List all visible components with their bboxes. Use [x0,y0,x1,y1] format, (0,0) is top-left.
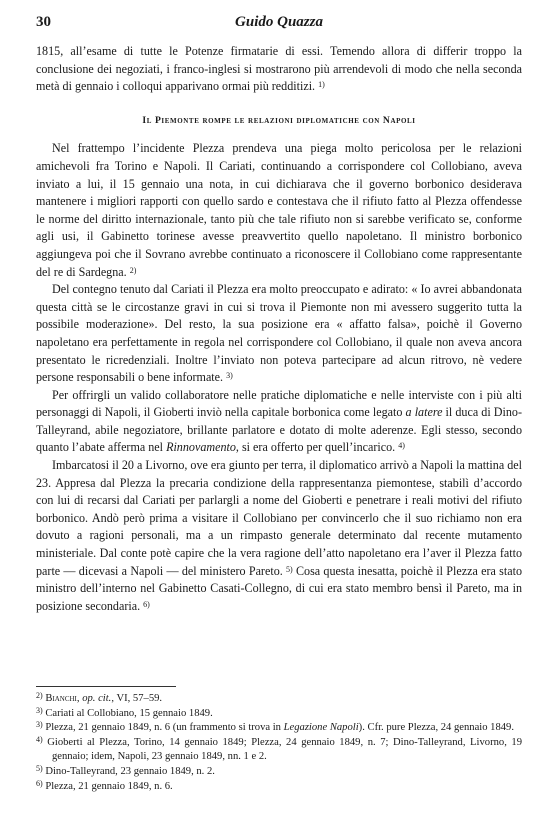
author-name: Bianchi [45,693,77,704]
footnote-marker: 3) [226,371,233,381]
footnote-marker: 6) [143,599,150,609]
text-run: Nel frattempo l’incidente Plezza prendeva una piega molto pericolosa per le relazioni amichevoli fra Torino e Napoli. Il Cariati, continuando a corrispondere col Collobiano, aveva inviato a lui, il 15 gennaio una nota, in cui dichiarava che il governo borbonico desiderava mantenere i migliori rapporti con quello sardo e contestava che il rifiuto fatto al Plezza offendesse le norme del diritto internazionale, tanto più che tale rifiuto non si sarebbe verificato se, conforme agli usi, il Gabinetto torinese avesse preavvertito quello napoletano. Il ministro borbonico aggiungeva poi che il Sovrano avrebbe continuato a riconoscere il Collobiano come rappresentante del re di Sardegna. [36,141,522,279]
text-run: Del contegno tenuto dal Cariati il Plezza era molto preoccupato e adirato: « Io avrei abbandonata questa città se le circostanze gravi in cui si trova il Piemonte non mi avessero suggerito tutta la possibile moderazione». Del resto, la sua posizione era « affatto falsa», poichè il Governo napoletano era perfettamente in regola nel corrispondere col Collobiano, il quale non aveva ancora presentato le ricredenziali. Inoltre l’inviato non poteva partecipare ad alcun ritrovo, nè vedere persone responsabili o bene informate. [36,282,522,385]
text-run: Dino-Talleyrand, 23 gennaio 1849, n. 2. [42,765,215,777]
text-run: Gioberti al Plezza, Torino, 14 gennaio 1849; Plezza, 24 gennaio 1849, n. 7; Dino-Talleyrand, Livorno, 19 gennaio; idem, Napoli, 23 gennaio 1849, nn. 1 e 2. [42,736,522,763]
footnote-marker: 2) [36,691,43,700]
text-run: , [76,693,83,704]
body-paragraph [36,387,522,457]
text-run: 1815, all’esame di tutte le Potenze firmatarie di essi. Temendo allora di differir troppo la conclusione dei negoziati, i franco-inglesi si mostrarono più arrendevoli di modo che nella seconda metà di gennaio i colloqui apparivano ormai più redditizi. [36,44,522,94]
footnote [36,765,522,780]
footnote-marker: 5) [36,763,43,773]
italic-text: a latere [405,405,443,420]
footnote-marker: 2) [129,265,137,275]
body-paragraph [36,457,522,615]
footnote-marker: 4) [36,734,43,744]
text-run: Per offrirgli un valido collaboratore nelle pratiche diplomatiche e nelle interviste con i più alti personaggi di Napoli, il Gioberti inviò nella capitale borbonica come legato [36,387,522,420]
page-header [36,14,522,36]
text-run: il duca di Dino-Talleyrand, abile negoziatore, brillante parlatore e dotato di molte aderenze. Egli stesso, secondo quanto l’abate afferma nel [36,405,523,455]
footnote [36,692,522,707]
footnote [36,780,522,795]
footnote [36,736,522,765]
footnote-rule [36,686,176,687]
text-run: Cosa questa inesatta, poichè il Plezza era stato ministro dell’interno nel Gabinetto Casati-Collegno, di cui era stato membro bensì il Pareto, ma in posizione secondaria. [36,563,522,613]
running-head: Guido Quazza [235,14,323,30]
text-run: Cariati al Collobiano, 15 gennaio 1849. [42,707,213,719]
footnote [36,707,522,722]
text-run: Plezza, 21 gennaio 1849, n. 6 (un frammento si trova in [42,722,284,734]
footnote-marker: 1) [318,80,325,90]
footnote-marker: 4) [398,441,405,451]
italic-text: Legazione Napoli [283,722,359,734]
footnote-marker: 6) [36,778,43,788]
italic-text: Rinnovamento [166,440,236,455]
text-run: Plezza, 21 gennaio 1849, n. 6. [42,780,173,792]
footnote [36,721,522,736]
opening-paragraph [36,43,522,96]
text-run: Imbarcatosi il 20 a Livorno, ove era giunto per terra, il diplomatico arrivò a Napoli la mattina del 23. Appresa dal Plezza la precaria condizione della rappresentanza piemontese, stabilì d’accordo con lui di recarsi dal Cariati per parlargli a nome del Gioberti e penetrare i reali motivi del rifiuto borbonico. Andò però prima a visitare il Collobiano per convincerlo che il suo richiamo non era dovuto a ragioni personali, ma a un rimpasto generale determinato dal recente mutamento ministeriale. Dal conte potè capire che la vera ragione dell’atto napoletano era l’aver il Plezza fatto parte — dicevasi a Napoli — del ministero Pareto. [36,458,522,578]
footnotes [36,692,522,794]
page-number: 30 [36,14,51,30]
section-heading: Il Piemonte rompe le relazioni diplomatiche con Napoli [142,114,416,126]
main-text [36,43,522,615]
italic-text: op. cit. [82,693,112,704]
footnote-marker: 3) [36,705,43,715]
body-paragraph [36,281,522,387]
footnote-marker: 3) [36,720,43,730]
body-paragraph [36,140,522,281]
text-run: ). Cfr. pure Plezza, 24 gennaio 1849. [358,722,515,734]
text-run: , si era offerto per quell’incarico. [235,440,399,455]
footnote-marker: 5) [286,564,293,574]
text-run: , VI, 57–59. [111,693,163,704]
